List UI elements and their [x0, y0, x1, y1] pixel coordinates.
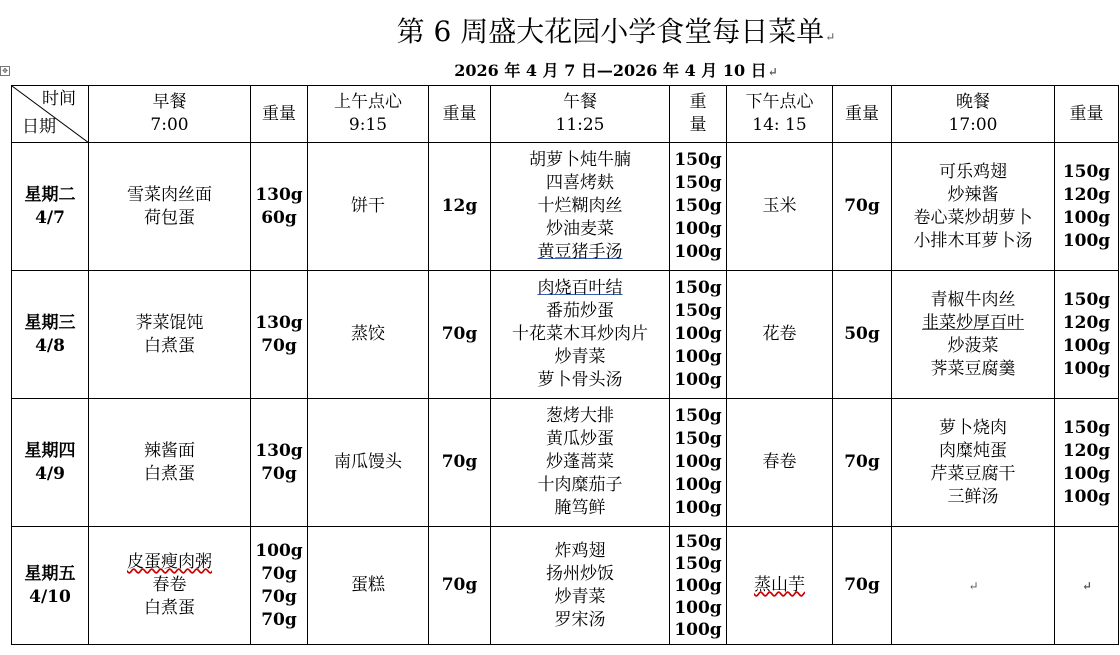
weight-cell: 70g	[833, 527, 892, 645]
header-weight: 重 量	[670, 86, 727, 143]
weight-cell: 50g	[833, 271, 892, 399]
header-row	[12, 86, 1119, 143]
weight-cell: 150g 150g 100g 100g 100g	[670, 399, 727, 527]
header-weight: 重量	[251, 86, 308, 143]
am-snack-cell: 蛋糕	[308, 527, 429, 645]
breakfast-cell: 皮蛋瘦肉粥 春卷 白煮蛋	[89, 527, 251, 645]
header-am-snack: 上午点心 9:15	[308, 86, 429, 143]
corner-top-label: 时间	[42, 89, 76, 109]
dinner-cell: 青椒牛肉丝 韭菜炒厚百叶 炒菠菜 荠菜豆腐羹	[892, 271, 1055, 399]
pm-snack-cell: 蒸山芋	[727, 527, 833, 645]
header-weight: 重量	[833, 86, 892, 143]
weight-cell: 130g 70g	[251, 271, 308, 399]
header-pm-snack: 下午点心 14: 15	[727, 86, 833, 143]
lunch-cell: 葱烤大排 黄瓜炒蛋 炒蓬蒿菜 十肉糜茄子 腌笃鲜	[491, 399, 670, 527]
day-cell: 星期三 4/8	[12, 271, 89, 399]
lunch-cell: 炸鸡翅 扬州炒饭 炒青菜 罗宋汤	[491, 527, 670, 645]
dinner-cell: 可乐鸡翅 炒辣酱 卷心菜炒胡萝卜 小排木耳萝卜汤	[892, 143, 1055, 271]
table-row	[12, 143, 1119, 271]
header-lunch: 午餐 11:25	[491, 86, 670, 143]
day-cell: 星期四 4/9	[12, 399, 89, 527]
table-row	[12, 399, 1119, 527]
weight-cell: 150g 120g 100g 100g	[1055, 143, 1119, 271]
day-cell: 星期二 4/7	[12, 143, 89, 271]
table-move-handle-icon[interactable]: ✥	[0, 66, 10, 76]
am-snack-cell: 蒸饺	[308, 271, 429, 399]
table-row	[12, 271, 1119, 399]
breakfast-cell: 辣酱面 白煮蛋	[89, 399, 251, 527]
menu-table	[11, 85, 1119, 645]
weight-cell: 70g	[833, 399, 892, 527]
lunch-cell: 肉烧百叶结 番茄炒蛋 十花菜木耳炒肉片 炒青菜 萝卜骨头汤	[491, 271, 670, 399]
dinner-cell: ↵	[892, 527, 1055, 645]
weight-cell: 12g	[429, 143, 491, 271]
weight-cell: 150g 150g 100g 100g 100g	[670, 527, 727, 645]
weight-cell: 100g 70g 70g 70g	[251, 527, 308, 645]
breakfast-cell: 雪菜肉丝面 荷包蛋	[89, 143, 251, 271]
header-dinner: 晚餐 17:00	[892, 86, 1055, 143]
weight-cell: 150g 150g 100g 100g 100g	[670, 271, 727, 399]
weight-cell: 150g 120g 100g 100g	[1055, 399, 1119, 527]
am-snack-cell: 南瓜馒头	[308, 399, 429, 527]
page-title: 第 6 周盛大花园小学食堂每日菜单↵	[396, 15, 836, 48]
day-cell: 星期五 4/10	[12, 527, 89, 645]
weight-cell: 70g	[833, 143, 892, 271]
header-breakfast: 早餐 7:00	[89, 86, 251, 143]
pm-snack-cell: 花卷	[727, 271, 833, 399]
weight-cell: ↵	[1055, 527, 1119, 645]
weight-cell: 70g	[429, 399, 491, 527]
weight-cell: 70g	[429, 527, 491, 645]
am-snack-cell: 饼干	[308, 143, 429, 271]
lunch-cell: 胡萝卜炖牛腩 四喜烤麸 十烂糊肉丝 炒油麦菜 黄豆猪手汤	[491, 143, 670, 271]
weight-cell: 150g 150g 150g 100g 100g	[670, 143, 727, 271]
date-range: 2026 年 4 月 7 日—2026 年 4 月 10 日↵	[454, 61, 778, 80]
weight-cell: 150g 120g 100g 100g	[1055, 271, 1119, 399]
breakfast-cell: 荠菜馄饨 白煮蛋	[89, 271, 251, 399]
corner-header	[12, 86, 89, 143]
weight-cell: 130g 70g	[251, 399, 308, 527]
table-row	[12, 527, 1119, 645]
corner-bottom-label: 日期	[22, 117, 56, 137]
weight-cell: 70g	[429, 271, 491, 399]
pm-snack-cell: 春卷	[727, 399, 833, 527]
header-weight: 重量	[429, 86, 491, 143]
header-weight: 重量	[1055, 86, 1119, 143]
pm-snack-cell: 玉米	[727, 143, 833, 271]
dinner-cell: 萝卜烧肉 肉糜炖蛋 芹菜豆腐干 三鲜汤	[892, 399, 1055, 527]
weight-cell: 130g 60g	[251, 143, 308, 271]
